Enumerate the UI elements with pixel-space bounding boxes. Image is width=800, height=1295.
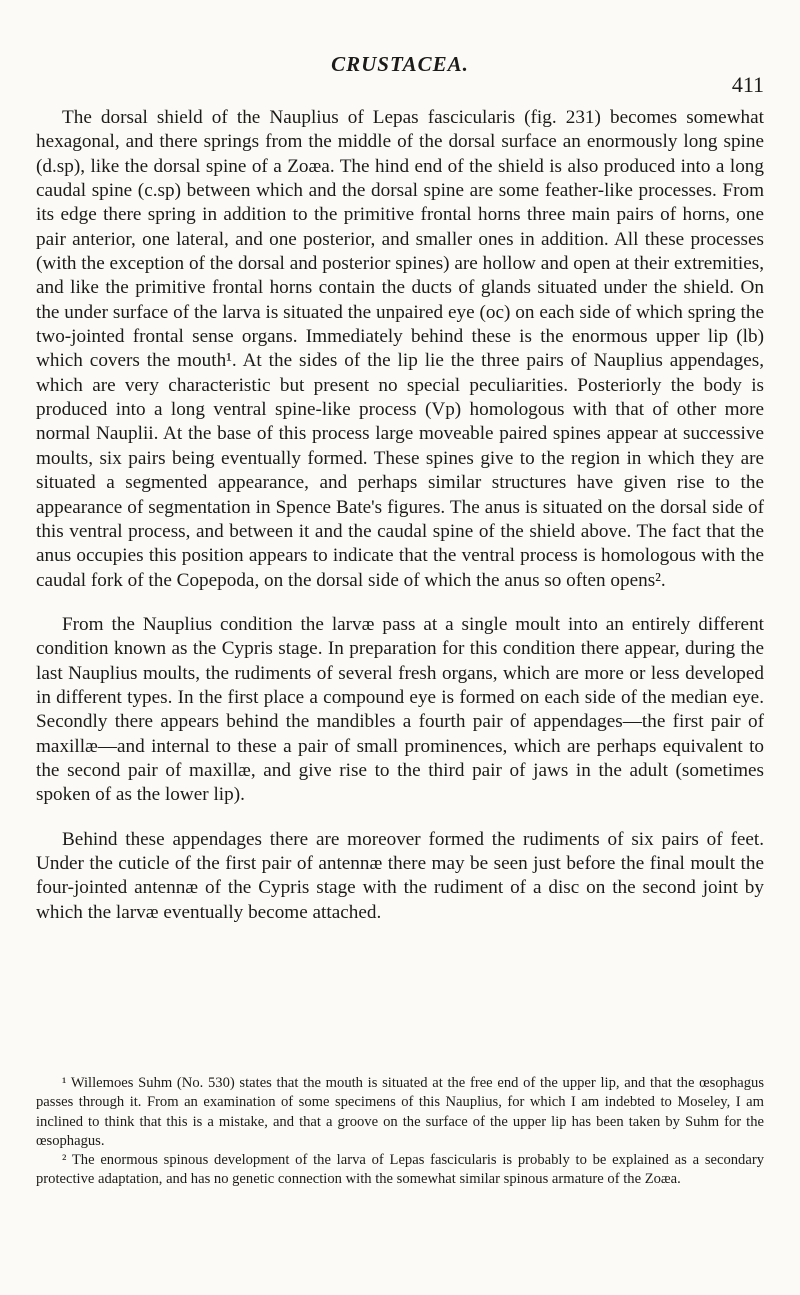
page-number: 411: [731, 72, 764, 97]
footnotes: [36, 1074, 764, 1190]
footnote: ¹ Willemoes Suhm (No. 530) states that the mouth is situated at the free end of the upper lip, and that the œsophagus passes through it. From an examination of some specimens of this Nauplius, for which I am indebted to Moseley, I am inclined to think that this is a mistake, and that a groove on the surface of the upper lip has been taken by Suhm for the œsophagus.: [36, 1075, 764, 1149]
book-page: [36, 0, 764, 1295]
body-text: [36, 106, 764, 925]
paragraph: Behind these appendages there are moreover formed the rudiments of six pairs of feet. Under the cuticle of the first pair of antennæ there may be seen just before the final moult the four-jointed antennæ of the Cypris stage with the rudiment of a disc on the second joint by which the larvæ eventually become attached.: [36, 828, 764, 923]
running-head: CRUSTACEA.: [331, 52, 469, 76]
paragraph: The dorsal shield of the Nauplius of Lepas fascicularis (fig. 231) becomes somewhat hexagonal, and there springs from the middle of the dorsal surface an enormously long spine (d.sp), like the dorsal spine of a Zoæa. The hind end of the shield is also produced into a long caudal spine (c.sp) between which and the dorsal spine are some feather-like processes. From its edge there spring in addition to the primitive frontal horns three main pairs of horns, one pair anterior, one lateral, and one posterior, and smaller ones in addition. All these processes (with the exception of the dorsal and posterior spines) are hollow and open at their extremities, and like the primitive frontal horns contain the ducts of glands situated under the shield. On the under surface of the larva is situated the unpaired eye (oc) on each side of which spring the two-jointed frontal sense organs. Immediately behind these is the enormous upper lip (lb) which covers the mouth¹. At the sides of the lip lie the three pairs of Nauplius appendages, which are very characteristic but present no special peculiarities. Posteriorly the body is produced into a long ventral spine-like process (Vp) homologous with that of other more normal Nauplii. At the base of this process large moveable paired spines appear at successive moults, six pairs being eventually formed. These spines give to the region in which they are situated a segmented appearance, and perhaps similar structures have given rise to the appearance of segmentation in Spence Bate's figures. The anus is situated on the dorsal side of this ventral process, and between it and the caudal spine of the shield above. The fact that the anus occupies this position appears to indicate that the ventral process is homologous with the caudal fork of the Copepoda, on the dorsal side of which the anus so often opens².: [36, 107, 764, 591]
paragraph: From the Nauplius condition the larvæ pass at a single moult into an entirely different condition known as the Cypris stage. In preparation for this condition there appear, during the last Nauplius moults, the rudiments of several fresh organs, which are more or less developed in different types. In the first place a compound eye is formed on each side of the median eye. Secondly there appears behind the mandibles a fourth pair of appendages—the first pair of maxillæ—and internal to these a pair of small prominences, which are perhaps equivalent to the second pair of maxillæ, and give rise to the third pair of jaws in the adult (sometimes spoken of as the lower lip).: [36, 613, 764, 806]
footnote: ² The enormous spinous development of the larva of Lepas fascicularis is probably to be explained as a secondary protective adaptation, and has no genetic connection with the somewhat similar spinous armature of the Zoæa.: [36, 1152, 764, 1188]
